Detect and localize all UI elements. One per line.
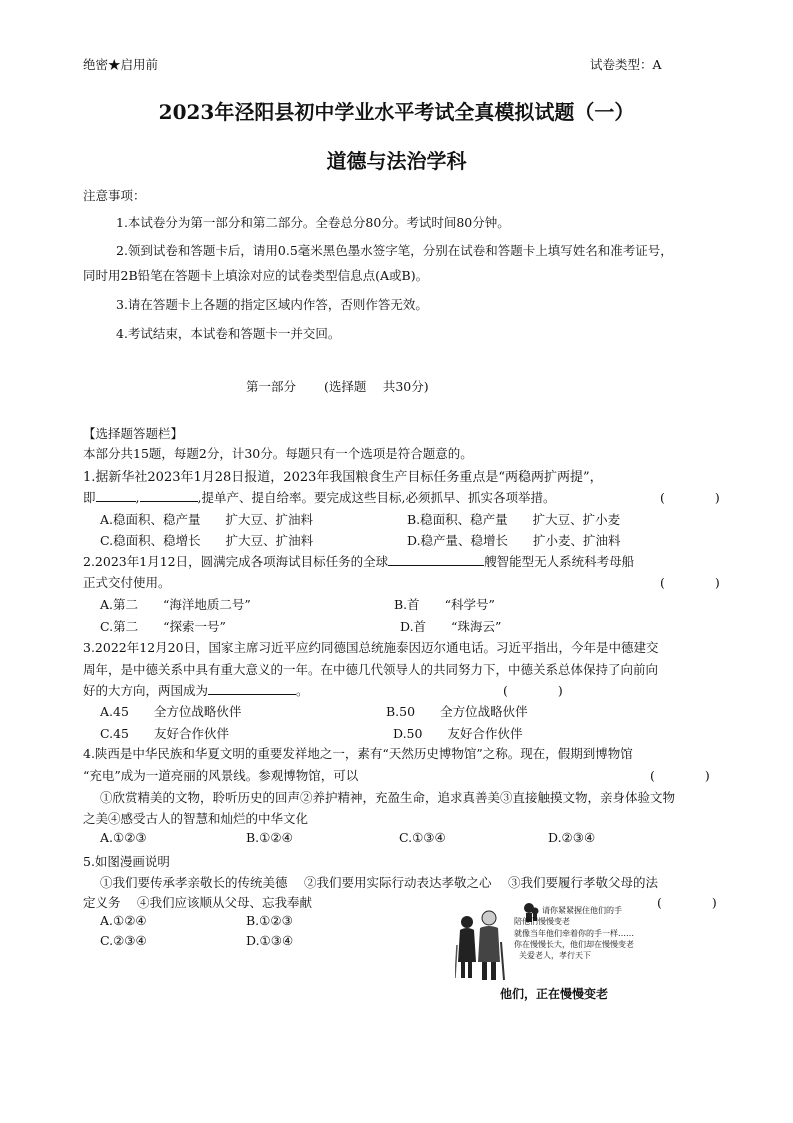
paper-type-label: 试卷类型：A [590,57,662,72]
q1-option-a: A.稳面积、稳产量 扩大豆、扩油料 [100,512,314,527]
secret-label: 绝密★启用前 [83,57,159,72]
q3-answer-paren: ( ) [503,683,563,698]
notice-item: 3.请在答题卡上各题的指定区域内作答，否则作答无效。 [116,297,428,312]
q5-statements-line2: 定义务 ④我们应该顺从父母、忘我奉献 [83,895,312,910]
notice-item: 4.考试结束，本试卷和答题卡一并交回。 [116,326,341,341]
cartoon-text: 请你紧紧握住他们的手 [542,906,622,915]
q2-option-b: B.首 “科学号” [394,597,495,612]
q1-option-b: B.稳面积、稳产量 扩大豆、扩小麦 [407,512,621,527]
q1-option-d: D.稳产量、稳增长 扩小麦、扩油料 [407,533,621,548]
q1-option-c: C.稳面积、稳增长 扩大豆、扩油料 [100,533,314,548]
q2-option-a: A.第二 “海洋地质二号” [100,597,251,612]
q5-option-c: C.②③④ [100,933,147,948]
q1-answer-paren: ( ) [660,490,720,505]
page-title: 2023年泾阳县初中学业水平考试全真模拟试题（一） [158,100,635,124]
q3-option-d: D.50 友好合作伙伴 [393,726,523,741]
q5-statements: ①我们要传承孝亲敬长的传统美德 ②我们要用实际行动表达孝敬之心 ③我们要履行孝敬父母的法 [100,875,658,890]
cartoon-text: 关爱老人，孝行天下 [519,951,591,960]
q3-option-c: C.45 友好合作伙伴 [100,726,229,741]
notice-heading: 注意事项： [83,188,146,203]
q5-answer-paren: ( ) [657,895,717,910]
q3-option-a: A.45 全方位战略伙伴 [100,704,242,719]
subject-title: 道德与法治学科 [326,149,467,173]
q4-option-d: D.②③④ [548,830,596,845]
q4-stem-line2: “充电”成为一道亮丽的风景线。参观博物馆，可以 [83,768,359,783]
q1-stem: 1.据新华社2023年1月28日报道，2023年我国粮食生产目标任务重点是“两稳两扩两提”， [83,470,603,485]
q2-option-d: D.首 “珠海云” [400,619,502,634]
answer-blank [208,681,296,695]
q1-stem-line2: 即 , ,提单产、提自给率。要完成这些目标,必须抓早、抓实各项举措。 [83,490,556,505]
q3-stem: 3.2022年12月20日，国家主席习近平应约同德国总统施泰因迈尔通电话。习近平指出，今年是中德建交 [83,640,659,655]
q2-option-c: C.第二 “探索一号” [100,619,226,634]
answer-bar-label: 【选择题答题栏】 [83,426,184,441]
cartoon-illustration [455,900,634,1005]
q5-option-b: B.①②③ [246,913,293,928]
cartoon-text: 你在慢慢长大，他们却在慢慢变老 [514,940,634,949]
q3-stem-line2: 周年，是中德关系中具有重大意义的一年。在中德几代领导人的共同努力下，中德关系总体保持了向前向 [83,662,659,677]
notice-item: 1.本试卷分为第一部分和第二部分。全卷总分80分。考试时间80分钟。 [116,215,510,230]
q4-option-b: B.①②④ [246,830,293,845]
q4-option-a: A.①②③ [100,830,147,845]
q5-stem: 5.如图漫画说明 [83,854,170,869]
q3-option-b: B.50 全方位战略伙伴 [386,704,528,719]
q2-stem: 2.2023年1月12日，圆满完成各项海试目标任务的全球 艘智能型无人系统科考母船 [83,554,635,569]
notice-item: 2.领到试卷和答题卡后，请用0.5毫米黑色墨水签字笔，分别在试卷和答题卡上填写姓名和准考证号， [116,243,673,258]
q4-answer-paren: ( ) [650,768,710,783]
answer-blank [388,552,484,566]
q4-statements: ①欣赏精美的文物，聆听历史的回声②养护精神，充盈生命，追求真善美③直接触摸文物，亲身体验文物 [100,790,676,805]
part1-heading: 第一部分 [246,379,297,394]
cartoon-text: 就像当年他们牵着你的手一样…… [514,929,634,938]
q2-answer-paren: ( ) [660,575,720,590]
q4-option-c: C.①③④ [399,830,446,845]
q3-stem-line3: 好的大方向，两国成为 。 [83,683,309,698]
q5-option-a: A.①②④ [100,913,147,928]
answer-blank [140,488,198,502]
cartoon-caption: 他们，正在慢慢变老 [500,987,609,1001]
notice-item: 同时用2B铅笔在答题卡上填涂对应的试卷类型信息点(A或B)。 [83,268,429,283]
cartoon-text: 陪他们慢慢变老 [514,917,570,926]
q5-option-d: D.①③④ [246,933,294,948]
section-intro: 本部分共15题，每题2分，计30分。每题只有一个选项是符合题意的。 [83,446,473,461]
q4-stem: 4.陕西是中华民族和华夏文明的重要发祥地之一，素有“天然历史博物馆”之称。现在，假期到博物馆 [83,746,633,761]
q4-statements-line2: 之美④感受古人的智慧和灿烂的中华文化 [83,811,309,826]
answer-blank [96,488,136,502]
part1-subheading: (选择题 共30分) [324,379,429,394]
q2-stem-line2: 正式交付使用。 [83,575,171,590]
